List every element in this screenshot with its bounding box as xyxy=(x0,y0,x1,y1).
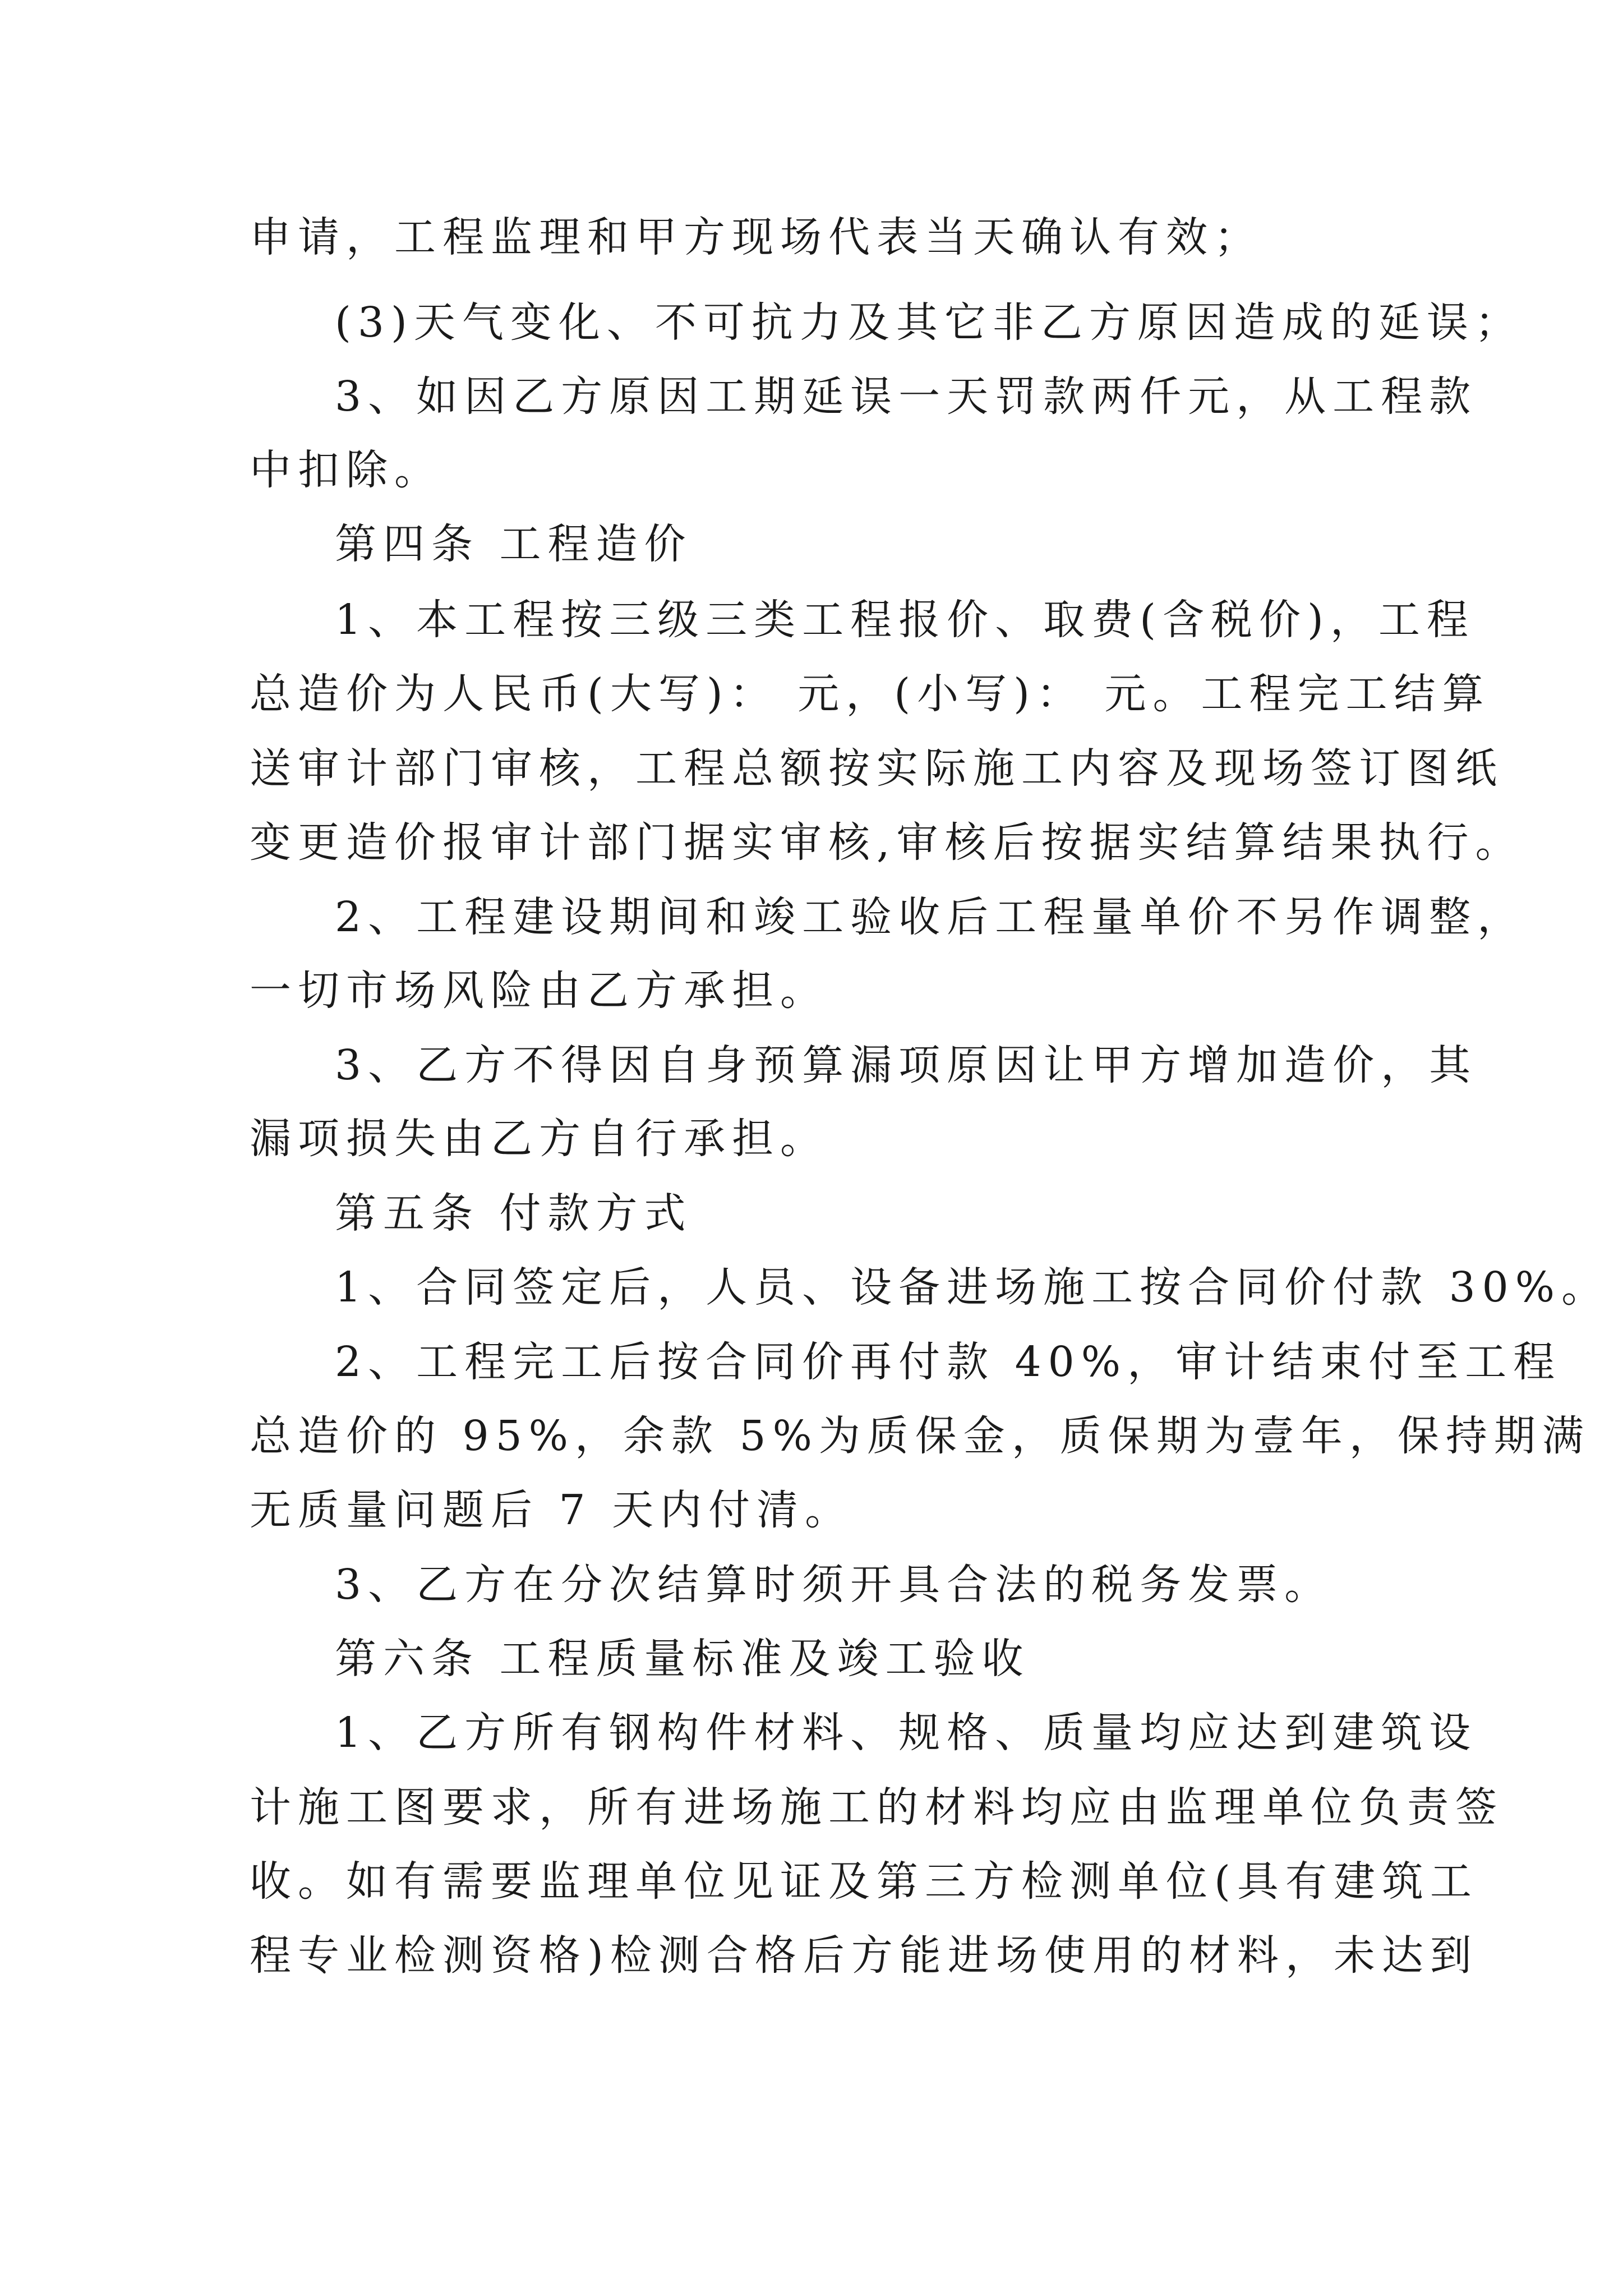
text-line: 2、工程建设期间和竣工验收后工程量单价不另作调整， xyxy=(335,893,1526,941)
text-line: 1、乙方所有钢构件材料、规格、质量均应达到建筑设 xyxy=(335,1709,1478,1757)
text-line: 申请，工程监理和甲方现场代表当天确认有效； xyxy=(250,213,1262,261)
text-line: 3、如因乙方原因工期延误一天罚款两仟元，从工程款 xyxy=(335,372,1478,421)
text-line: 1、合同签定后，人员、设备进场施工按合同价付款 30%。 xyxy=(335,1263,1610,1312)
text-line: 收。如有需要监理单位见证及第三方检测单位(具有建筑工 xyxy=(250,1857,1478,1906)
text-line: 漏项损失由乙方自行承担。 xyxy=(250,1115,828,1163)
text-line: 变更造价报审计部门据实审核,审核后按据实结算结果执行。 xyxy=(250,818,1524,867)
text-line: 总造价的 95%，余款 5%为质保金，质保期为壹年，保持期满 xyxy=(250,1412,1590,1460)
text-line: 计施工图要求，所有进场施工的材料均应由监理单位负责签 xyxy=(250,1783,1504,1832)
section-heading: 第五条 付款方式 xyxy=(335,1189,693,1237)
text-line: 总造价为人民币(大写)： 元，(小写)： 元。工程完工结算 xyxy=(250,670,1491,718)
text-line: 无质量问题后 7 天内付清。 xyxy=(250,1486,854,1534)
text-line: (3)天气变化、不可抗力及其它非乙方原因造成的延误； xyxy=(335,298,1523,347)
text-line: 1、本工程按三级三类工程报价、取费(含税价)，工程 xyxy=(335,596,1475,644)
section-heading: 第六条 工程质量标准及竣工验收 xyxy=(335,1635,1030,1683)
text-line: 一切市场风险由乙方承担。 xyxy=(250,967,828,1015)
text-line: 3、乙方不得因自身预算漏项原因让甲方增加造价，其 xyxy=(335,1041,1478,1089)
text-line: 中扣除。 xyxy=(250,446,442,494)
text-line: 程专业检测资格)检测合格后方能进场使用的材料，未达到 xyxy=(250,1931,1478,1980)
text-line: 2、工程完工后按合同价再付款 40%，审计结束付至工程 xyxy=(335,1338,1562,1386)
section-heading: 第四条 工程造价 xyxy=(335,520,693,568)
text-line: 送审计部门审核，工程总额按实际施工内容及现场签订图纸 xyxy=(250,744,1504,793)
text-line: 3、乙方在分次结算时须开具合法的税务发票。 xyxy=(335,1561,1333,1609)
